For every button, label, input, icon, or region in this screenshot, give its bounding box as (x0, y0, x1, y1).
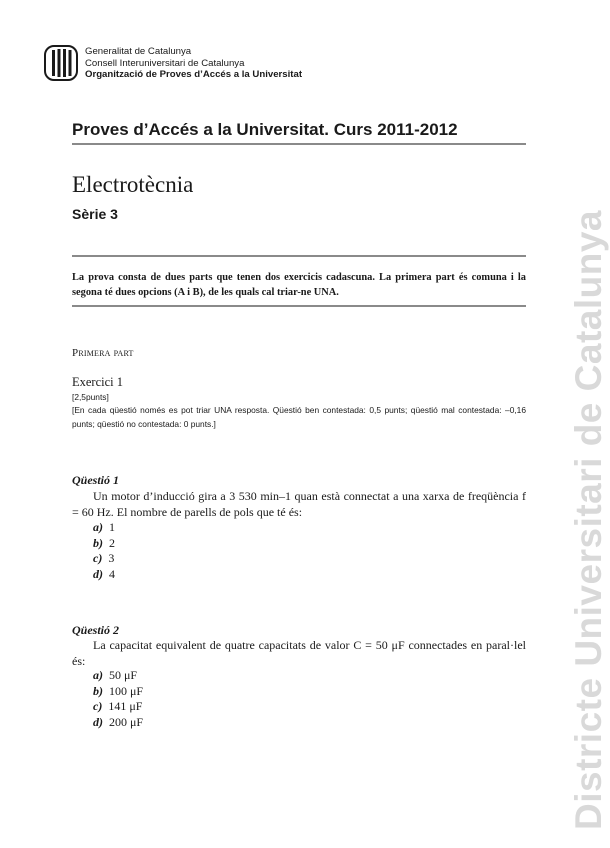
question-2-options (93, 668, 143, 730)
institution-line-2: Consell Interuniversitari de Catalunya (85, 57, 245, 69)
exercise-note: [En cada qüestió només es pot triar UNA resposta. Qüestió ben contestada: 0,5 punts; qüestió mal contestada: –0,16 punts; qüestió no contestada: 0 punts.] (72, 405, 526, 429)
part-label: Primera part (72, 347, 134, 359)
question-1-option-c (93, 551, 115, 567)
institution-line-3: Organització de Proves d’Accés a la Universitat (85, 69, 303, 80)
option-letter: c) (93, 699, 103, 713)
option-letter: d) (93, 714, 103, 729)
district-watermark: Districte Universitari de Catalunya (568, 210, 609, 830)
question-2-option-d (93, 715, 143, 731)
question-1-option-d (93, 567, 115, 583)
question-1-option-a (93, 520, 115, 536)
option-text: 4 (109, 566, 115, 581)
question-1-title: Qüestió 1 (72, 473, 120, 487)
exam-title: Proves d’Accés a la Universitat. Curs 2011-2012 (72, 120, 458, 139)
option-text: 141 μF (108, 699, 143, 713)
divider (72, 143, 526, 145)
series-label: Sèrie 3 (72, 206, 118, 222)
exam-intro: La prova consta de dues parts que tenen dos exercicis cadascuna. La primera part és comuna i la segona té dues opcions (A i B), de les quals cal triar-ne UNA. (72, 272, 526, 298)
question-2-option-a (93, 668, 143, 684)
question-2-option-b (93, 684, 143, 700)
exercise-points: [2,5punts] (72, 392, 109, 402)
option-text: 3 (108, 551, 115, 565)
question-2-option-c (93, 699, 143, 715)
divider (72, 255, 526, 257)
option-letter: a) (93, 668, 103, 682)
option-text: 100 μF (109, 683, 144, 698)
institution-line-1: Generalitat de Catalunya (85, 46, 192, 57)
question-1-option-b (93, 536, 115, 552)
option-letter: a) (93, 520, 103, 534)
option-text: 2 (109, 535, 115, 550)
exercise-title: Exercici 1 (72, 375, 124, 389)
generalitat-logo-icon (44, 45, 78, 81)
question-2-stem: La capacitat equivalent de quatre capacitats de valor C = 50 μF connectades en paral·lel és: (72, 638, 526, 668)
institution-header (85, 46, 302, 81)
option-letter: d) (93, 566, 103, 581)
question-1-stem: Un motor d’inducció gira a 3 530 min–1 quan està connectat a una xarxa de freqüència f = 60 Hz. El nombre de parells de pols que té és: (72, 489, 526, 519)
question-2-title: Qüestió 2 (72, 623, 120, 637)
divider (72, 305, 526, 307)
option-letter: b) (93, 535, 103, 550)
option-letter: c) (93, 551, 103, 565)
question-1-options (93, 520, 115, 582)
option-text: 1 (109, 520, 115, 534)
subject-title: Electrotècnia (72, 172, 194, 197)
option-letter: b) (93, 683, 103, 698)
option-text: 50 μF (109, 668, 138, 682)
option-text: 200 μF (109, 714, 144, 729)
